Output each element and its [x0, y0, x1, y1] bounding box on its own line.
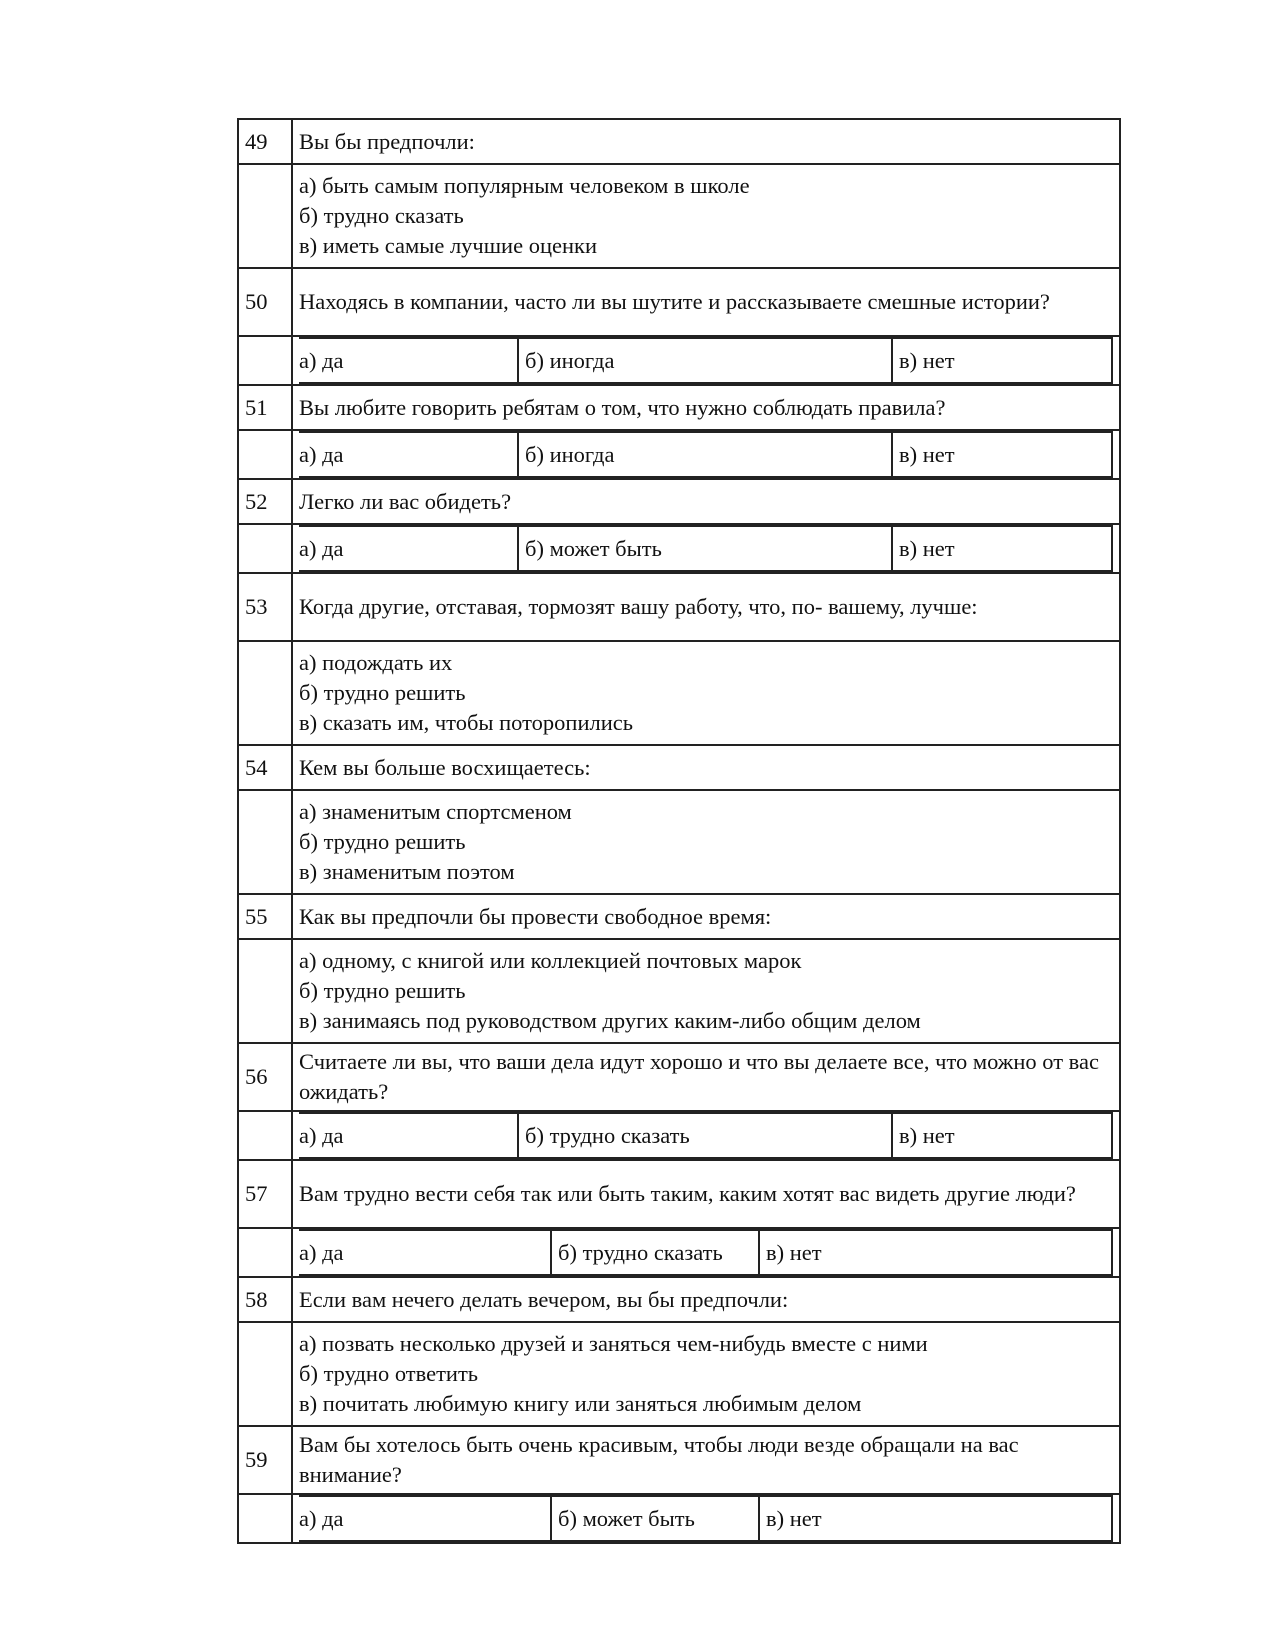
answer-option: б) трудно решить — [299, 829, 466, 854]
question-row — [238, 479, 1120, 524]
answer-row — [238, 524, 1120, 573]
question-text: Находясь в компании, часто ли вы шутите и рассказываете смешные истории? — [292, 268, 1120, 336]
question-number: 53 — [238, 573, 292, 641]
answer-option: б) трудно решить — [299, 978, 466, 1003]
empty-number-cell — [238, 939, 292, 1043]
answer-option: б) может быть — [551, 1496, 759, 1541]
question-text: Вам трудно вести себя так или быть таким, каким хотят вас видеть другие люди? — [292, 1160, 1120, 1228]
empty-number-cell — [238, 1111, 292, 1160]
answer-option: в) нет — [892, 432, 1112, 477]
answer-option: в) нет — [759, 1230, 1112, 1275]
question-text: Кем вы больше восхищаетесь: — [292, 745, 1120, 790]
question-number: 54 — [238, 745, 292, 790]
answer-option: в) занимаясь под руководством других каким-либо общим делом — [299, 1008, 921, 1033]
answer-option: а) да — [299, 432, 518, 477]
question-row — [238, 894, 1120, 939]
answer-option: а) одному, с книгой или коллекцией почтовых марок — [299, 948, 802, 973]
question-row — [238, 1043, 1120, 1111]
answer-row — [238, 790, 1120, 894]
empty-number-cell — [238, 1494, 292, 1543]
answer-row — [238, 1111, 1120, 1160]
answer-option: б) может быть — [518, 526, 892, 571]
question-text: Легко ли вас обидеть? — [292, 479, 1120, 524]
question-row — [238, 268, 1120, 336]
answer-option: б) трудно решить — [299, 680, 466, 705]
answer-row — [238, 1494, 1120, 1543]
question-row — [238, 385, 1120, 430]
question-number: 51 — [238, 385, 292, 430]
question-number: 59 — [238, 1426, 292, 1494]
answer-option: а) позвать несколько друзей и заняться чем-нибудь вместе с ними — [299, 1331, 928, 1356]
question-row — [238, 1160, 1120, 1228]
question-number: 58 — [238, 1277, 292, 1322]
question-number: 49 — [238, 119, 292, 164]
question-text: Считаете ли вы, что ваши дела идут хорошо и что вы делаете все, что можно от вас ожидать? — [292, 1043, 1120, 1111]
question-number: 57 — [238, 1160, 292, 1228]
answer-option: б) трудно сказать — [551, 1230, 759, 1275]
answer-options — [292, 164, 1120, 268]
answer-row — [238, 336, 1120, 385]
answer-options — [292, 1111, 1120, 1160]
question-row — [238, 745, 1120, 790]
answer-option: в) нет — [892, 1113, 1112, 1158]
empty-number-cell — [238, 524, 292, 573]
answer-options — [292, 1228, 1120, 1277]
question-text: Если вам нечего делать вечером, вы бы предпочли: — [292, 1277, 1120, 1322]
question-row — [238, 119, 1120, 164]
empty-number-cell — [238, 1228, 292, 1277]
answer-option: в) сказать им, чтобы поторопились — [299, 710, 634, 735]
question-row — [238, 1426, 1120, 1494]
empty-number-cell — [238, 336, 292, 385]
answer-options — [292, 1494, 1120, 1543]
answer-row — [238, 430, 1120, 479]
question-number: 55 — [238, 894, 292, 939]
empty-number-cell — [238, 164, 292, 268]
answer-row — [238, 164, 1120, 268]
answer-option: в) нет — [892, 338, 1112, 383]
answer-option: а) да — [299, 1496, 551, 1541]
answer-option: в) знаменитым поэтом — [299, 859, 515, 884]
question-number: 56 — [238, 1043, 292, 1111]
answer-row — [238, 641, 1120, 745]
answer-options — [292, 1322, 1120, 1426]
question-number: 50 — [238, 268, 292, 336]
empty-number-cell — [238, 790, 292, 894]
answer-row — [238, 1322, 1120, 1426]
answer-row — [238, 1228, 1120, 1277]
answer-options — [292, 641, 1120, 745]
question-number: 52 — [238, 479, 292, 524]
answer-option: а) подождать их — [299, 650, 453, 675]
answer-option: б) трудно сказать — [299, 203, 464, 228]
answer-option: б) иногда — [518, 432, 892, 477]
answer-options — [292, 430, 1120, 479]
question-text: Вы любите говорить ребятам о том, что нужно соблюдать правила? — [292, 385, 1120, 430]
answer-option: в) иметь самые лучшие оценки — [299, 233, 598, 258]
answer-option: б) трудно сказать — [518, 1113, 892, 1158]
question-text: Когда другие, отставая, тормозят вашу работу, что, по- вашему, лучше: — [292, 573, 1120, 641]
answer-options — [292, 336, 1120, 385]
question-text: Вы бы предпочли: — [292, 119, 1120, 164]
answer-option: в) нет — [759, 1496, 1112, 1541]
answer-option: а) да — [299, 338, 518, 383]
question-row — [238, 1277, 1120, 1322]
answer-option: б) трудно ответить — [299, 1361, 479, 1386]
answer-option: а) знаменитым спортсменом — [299, 799, 572, 824]
empty-number-cell — [238, 1322, 292, 1426]
question-row — [238, 573, 1120, 641]
answer-row — [238, 939, 1120, 1043]
answer-option: в) почитать любимую книгу или заняться любимым делом — [299, 1391, 862, 1416]
answer-options — [292, 790, 1120, 894]
answer-option: б) иногда — [518, 338, 892, 383]
question-text: Вам бы хотелось быть очень красивым, чтобы люди везде обращали на вас внимание? — [292, 1426, 1120, 1494]
question-text: Как вы предпочли бы провести свободное время: — [292, 894, 1120, 939]
answer-option: в) нет — [892, 526, 1112, 571]
empty-number-cell — [238, 641, 292, 745]
answer-option: а) да — [299, 1230, 551, 1275]
answer-option: а) быть самым популярным человеком в школе — [299, 173, 750, 198]
answer-option: а) да — [299, 1113, 518, 1158]
answer-options — [292, 524, 1120, 573]
answer-options — [292, 939, 1120, 1043]
questionnaire-table — [237, 118, 1121, 1544]
answer-option: а) да — [299, 526, 518, 571]
empty-number-cell — [238, 430, 292, 479]
